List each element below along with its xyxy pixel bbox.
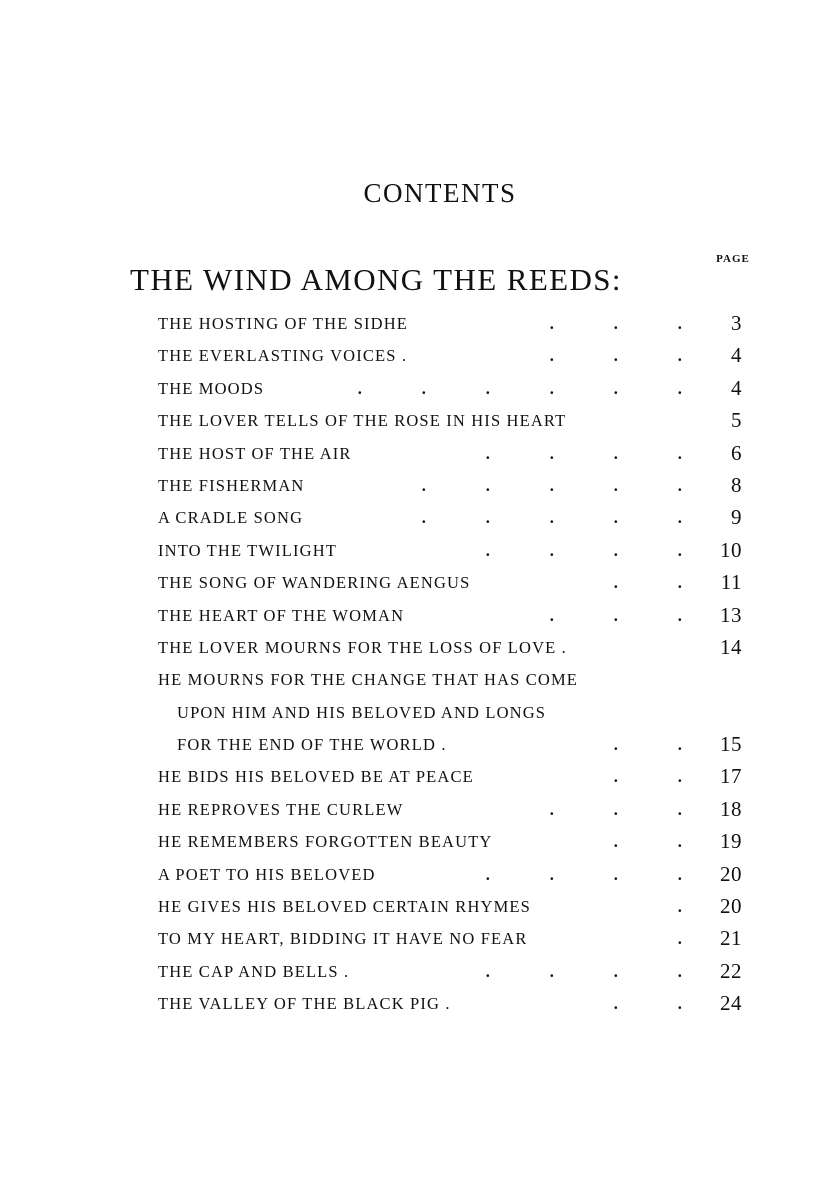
toc-entry-page-number: 4: [731, 375, 742, 400]
toc-leader-dots: . .: [613, 573, 683, 593]
toc-leader-dots: . . . . . .: [357, 378, 683, 398]
toc-entry-title: TO MY HEART, BIDDING IT HAVE NO FEAR: [158, 929, 528, 949]
toc-leader-dots: . . . . .: [421, 475, 683, 495]
toc-leader-dots: .: [677, 929, 683, 949]
toc-entry-title: THE FISHERMAN: [158, 475, 305, 495]
page-column-label: PAGE: [716, 253, 750, 265]
toc-entry-title: A POET TO HIS BELOVED: [158, 864, 376, 884]
toc-entry-page-number: 17: [720, 764, 742, 789]
toc-leader-dots: . .: [613, 735, 683, 755]
toc-entry-title: THE EVERLASTING VOICES .: [158, 346, 408, 366]
toc-entry-title: THE VALLEY OF THE BLACK PIG .: [158, 994, 451, 1014]
toc-entry: [158, 307, 758, 339]
toc-entry-page-number: 10: [720, 537, 742, 562]
toc-list: [158, 307, 758, 1020]
toc-entry-page-number: 22: [720, 958, 742, 983]
toc-entry-title: HE MOURNS FOR THE CHANGE THAT HAS COME: [158, 670, 579, 690]
toc-entry-title: HE REPROVES THE CURLEW: [158, 799, 404, 819]
toc-entry: [158, 955, 758, 987]
toc-entry-title: THE HOSTING OF THE SIDHE: [158, 314, 409, 333]
toc-entry: [158, 404, 758, 436]
toc-entry-page-number: 13: [720, 602, 742, 627]
toc-entry: [158, 469, 758, 501]
section-title: THE WIND AMONG THE REEDS:: [130, 262, 622, 297]
toc-entry: [158, 922, 758, 954]
toc-leader-dots: . .: [613, 832, 683, 852]
toc-entry-page-number: 11: [720, 570, 742, 595]
toc-leader-dots: .: [677, 897, 683, 917]
toc-leader-dots: . . . .: [485, 961, 683, 981]
toc-entry-title: THE MOODS: [158, 378, 265, 398]
toc-entry: [158, 372, 758, 404]
toc-leader-dots: . . . .: [485, 864, 683, 884]
toc-entry-title: THE HEART OF THE WOMAN: [158, 605, 405, 625]
page-heading: CONTENTS: [363, 178, 517, 208]
toc-entry-title: THE LOVER MOURNS FOR THE LOSS OF LOVE .: [158, 637, 567, 657]
toc-entry-title: HE REMEMBERS FORGOTTEN BEAUTY: [158, 832, 493, 852]
toc-entry-page-number: 19: [720, 829, 742, 854]
toc-entry-page-number: 3: [731, 311, 742, 335]
toc-entry-title: UPON HIM AND HIS BELOVED AND LONGS: [177, 702, 547, 722]
toc-entry-title: A CRADLE SONG: [158, 508, 304, 528]
toc-entry-title: HE GIVES HIS BELOVED CERTAIN RHYMES: [158, 897, 531, 917]
toc-entry-page-number: 18: [720, 796, 742, 821]
toc-entry: [158, 599, 758, 631]
toc-entry-page-number: 9: [731, 505, 742, 530]
toc-entry-page-number: 20: [720, 894, 742, 919]
toc-entry-title: FOR THE END OF THE WORLD .: [177, 735, 447, 755]
toc-entry: [158, 534, 758, 566]
toc-entry-page-number: 24: [720, 991, 742, 1016]
toc-entry-page-number: 4: [731, 343, 742, 368]
toc-entry: [158, 501, 758, 533]
toc-entry-title: INTO THE TWILIGHT: [158, 540, 338, 560]
toc-entry: [158, 858, 758, 890]
toc-entry-page-number: 8: [731, 472, 742, 497]
toc-leader-dots: . . .: [549, 346, 683, 366]
toc-entry-title: THE HOST OF THE AIR: [158, 443, 352, 463]
toc-entry-page-number: 14: [720, 634, 742, 659]
toc-entry: [158, 987, 758, 1019]
toc-entry-title: THE CAP AND BELLS .: [158, 961, 350, 981]
toc-entry: [158, 437, 758, 469]
toc-entry: [158, 631, 758, 663]
toc-entry-page-number: 20: [720, 861, 742, 886]
toc-leader-dots: . . . .: [485, 540, 683, 560]
toc-entry-title: THE SONG OF WANDERING AENGUS: [158, 573, 471, 593]
toc-leader-dots: . .: [613, 767, 683, 787]
toc-entry: [158, 566, 758, 598]
toc-entry: [158, 760, 758, 792]
toc-entry-title: THE LOVER TELLS OF THE ROSE IN HIS HEART: [158, 411, 567, 431]
toc-leader-dots: . . . . .: [421, 508, 683, 528]
toc-entry: [158, 663, 758, 695]
toc-entry-page-number: 5: [731, 408, 742, 433]
toc-entry: [158, 825, 758, 857]
toc-leader-dots: . . .: [549, 799, 683, 819]
toc-entry: [158, 339, 758, 371]
toc-leader-dots: . . .: [549, 605, 683, 625]
toc-leader-dots: . . . .: [485, 443, 683, 463]
toc-entry: [158, 728, 758, 760]
toc-entry-page-number: 21: [720, 926, 742, 951]
toc-entry: [158, 696, 758, 728]
toc-entry: [158, 890, 758, 922]
toc-entry-title: HE BIDS HIS BELOVED BE AT PEACE: [158, 767, 474, 787]
toc-entry-page-number: 15: [720, 732, 742, 757]
toc-leader-dots: . . .: [549, 314, 683, 333]
toc-entry: [158, 793, 758, 825]
toc-leader-dots: . .: [613, 994, 683, 1014]
toc-entry-page-number: 6: [731, 440, 742, 465]
